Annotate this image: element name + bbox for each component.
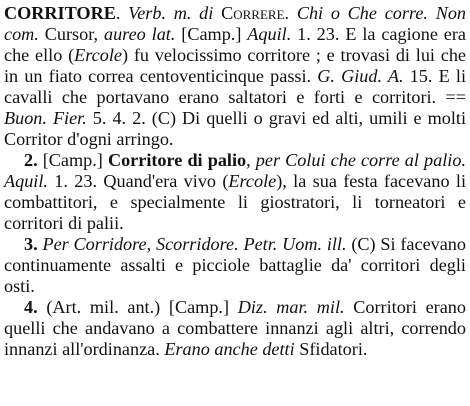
part-of-speech: Verb. m. di [128,3,214,23]
latin-note: aureo lat. [103,24,176,44]
quotation-text: (C) Si facevano continuamente assalti e picciole battaglie da' corritori degli osti. [4,234,466,296]
headword: CORRITORE [4,3,116,23]
text-run: . [115,3,129,23]
text-run: Cursor, [38,24,104,44]
proper-name: Ercole [228,171,277,191]
source-citation: G. Giud. A. [317,66,404,86]
sense-1 [4,3,466,150]
definition: Chi o Che corre. Non com. [4,3,467,44]
sense-number: 2. [24,150,38,170]
quotation-text: Corritori erano quelli che andavano a combattere innanzi agli altri, correndo innanzi all'ordinanza. [4,297,466,359]
definition: Per Corridore, Scorridore. Petr. Uom. ill. [42,234,347,254]
quotation-text: ), la sua festa facevano li combattitori, e specialmente li giostratori, li torneatori e corritori di palii. [4,171,467,233]
text-run: Sfidatori. [294,339,368,359]
quotation-text: ) fu velocissimo corritore ; e trovasi di lui che in un fiato correa centoventicinque passi. [4,45,466,86]
sense-number: 3. [24,234,38,254]
sense-number: 4. [24,297,38,317]
quotation-text: 15. E li cavalli che portavano erano saltatori e forti e corritori. == [4,66,467,107]
quotation-text: 1. 23. Quand'era vivo ( [47,171,229,191]
dictionary-entry [4,3,466,360]
source-citation: Aquil. [247,24,292,44]
note: Erano anche detti [164,339,295,359]
text-run [213,3,221,23]
text-run: [Camp.] [37,150,108,170]
quotation-text: 1. 23. E la cagione era che ello ( [4,24,466,65]
source-citation: Buon. Fier. [4,108,87,128]
text-run: , [246,150,256,170]
phrase-headword: Corritore di palio [107,150,247,170]
source-citation: Diz. mar. mil. [237,297,345,317]
sense-4 [4,297,466,360]
base-verb: Correre [221,3,285,23]
sense-3 [4,234,466,297]
text-run: (Art. mil. ant.) [Camp.] [37,297,238,317]
definition: per Colui che corre al palio. Aquil. [4,150,466,191]
sense-2 [4,150,466,234]
text-run: . [284,3,297,23]
proper-name: Ercole [74,45,122,65]
quotation-text: 5. 4. 2. (C) Di quelli o gravi ed alti, umili e molti Corritor d'ogni arringo. [4,108,466,149]
text-run: [Camp.] [175,24,248,44]
